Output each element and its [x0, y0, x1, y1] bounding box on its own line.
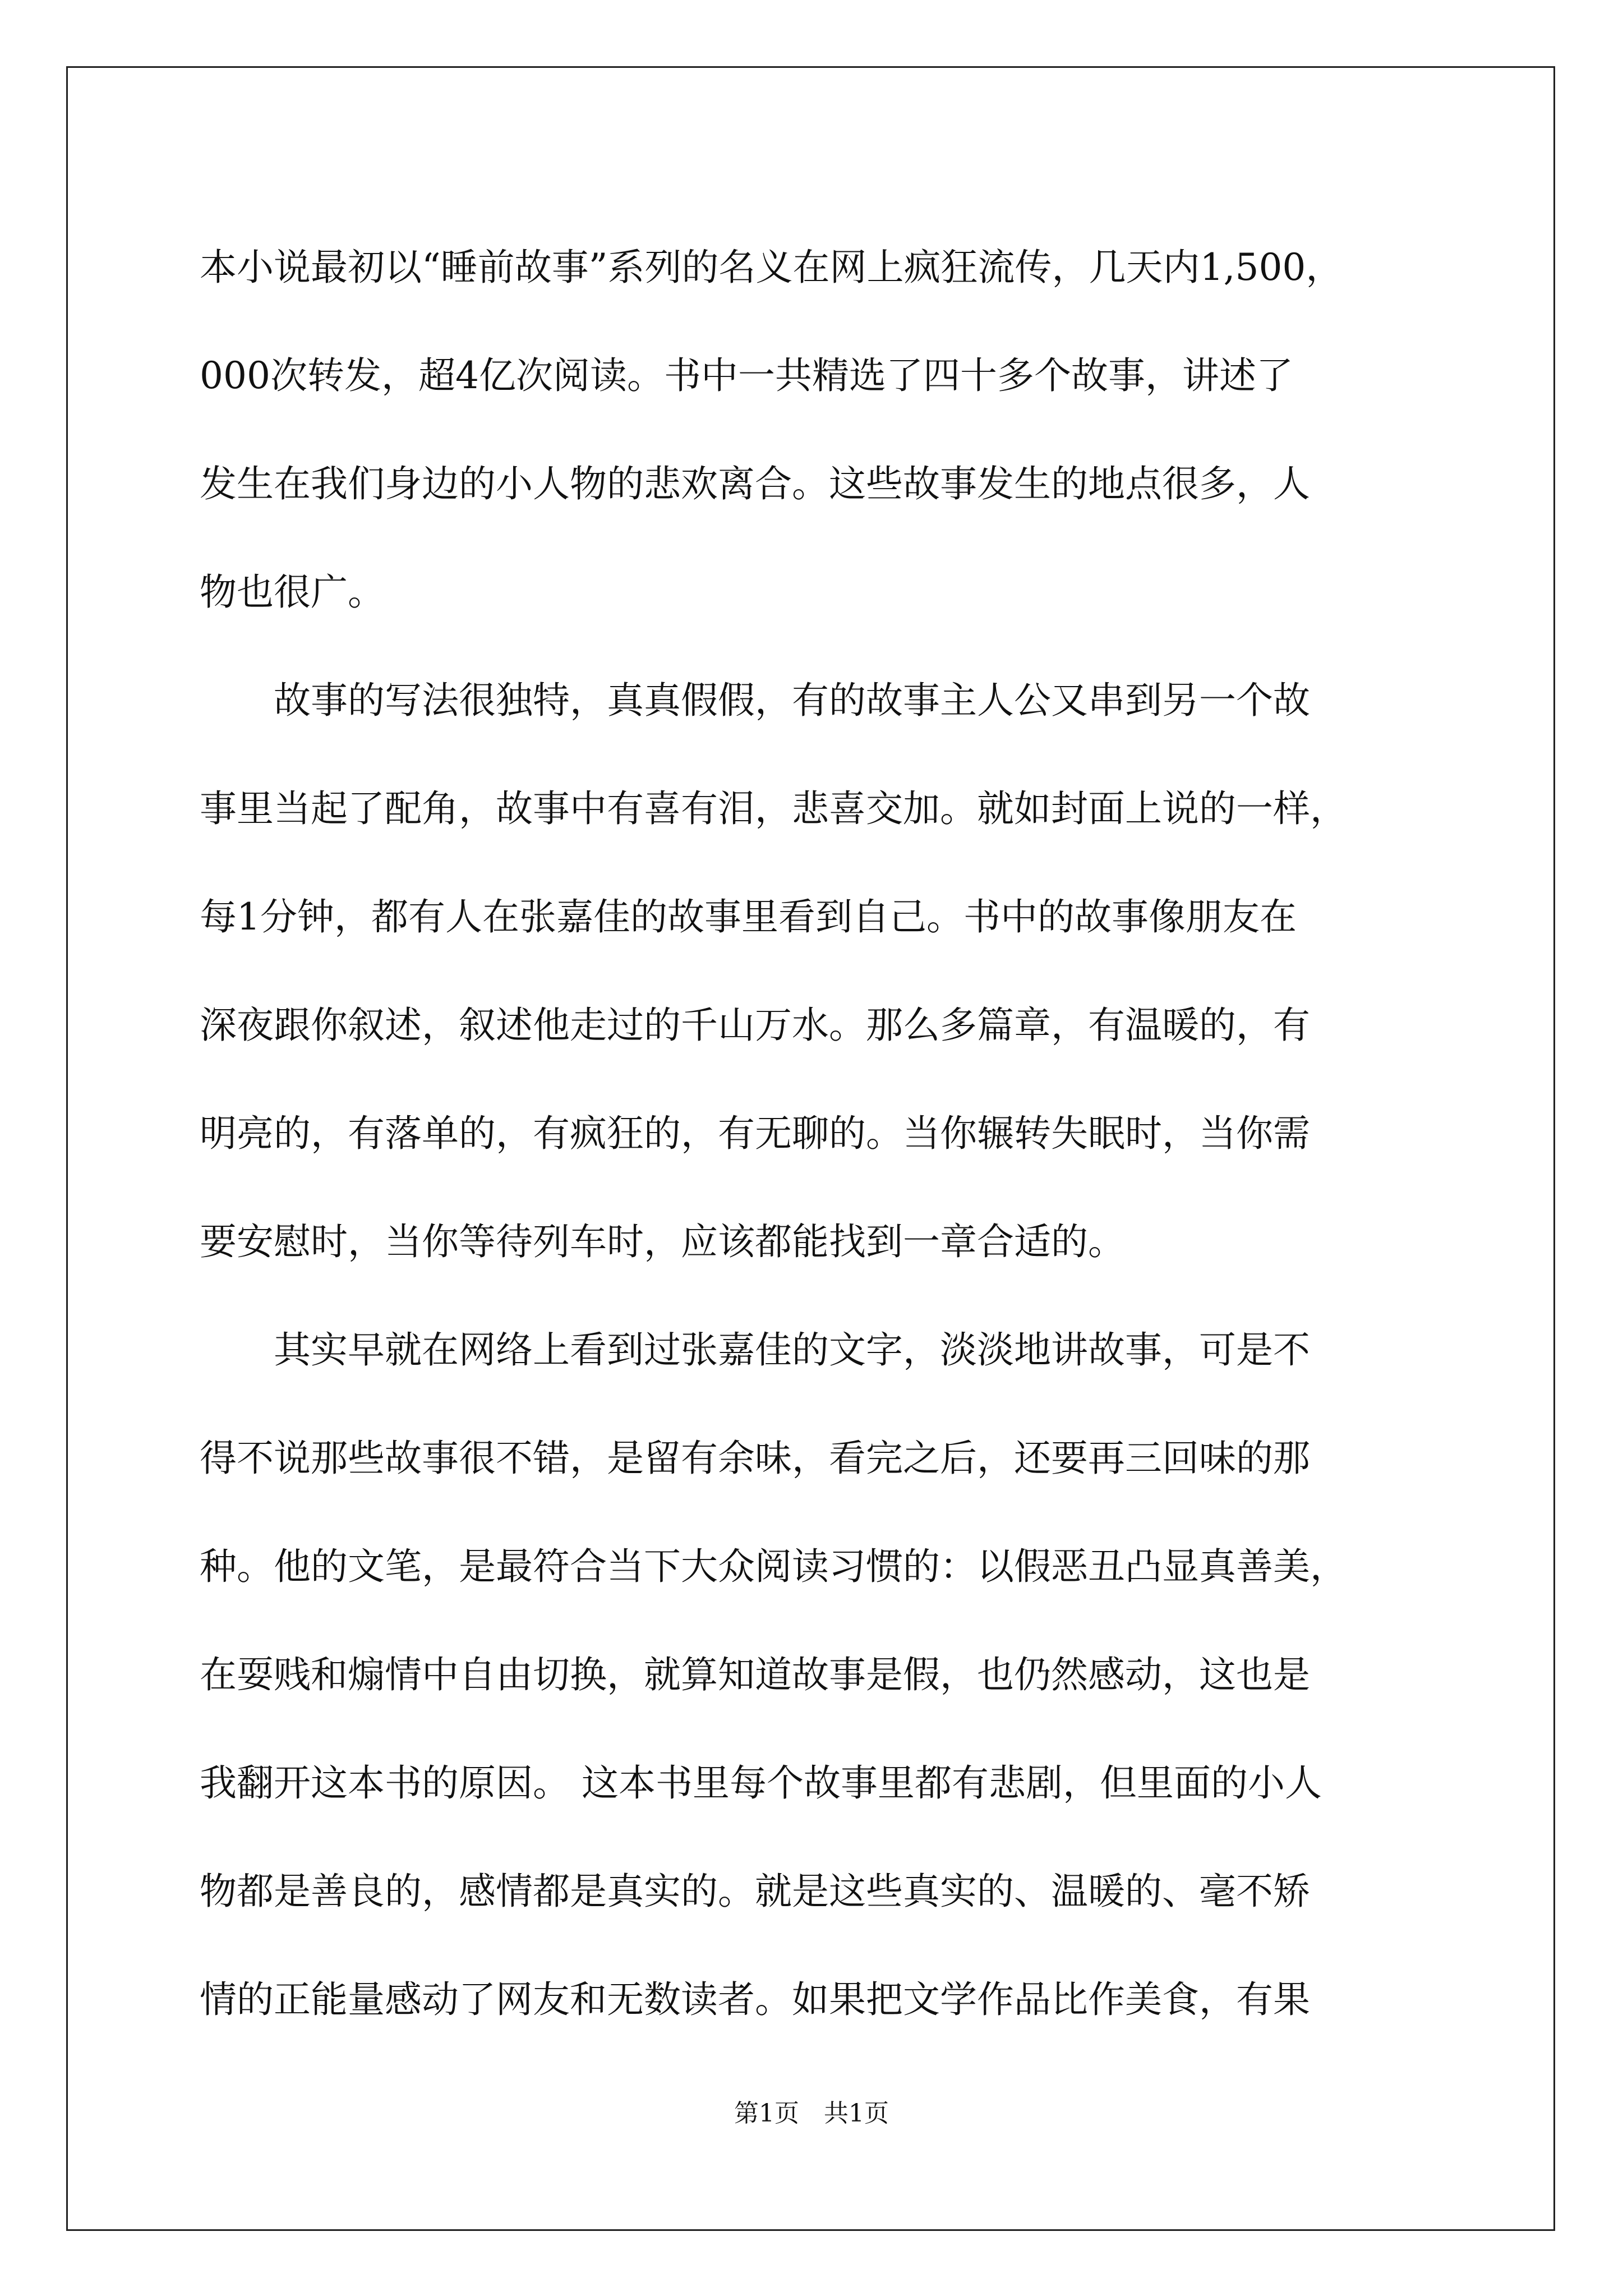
- text-line: 本小说最初以“睡前故事”系列的名义在网上疯狂流传，几天内1,500，: [200, 246, 1343, 289]
- text-line: 每1分钟，都有人在张嘉佳的故事里看到自己。书中的故事像朋友在: [200, 895, 1297, 938]
- page-footer: 第1页 共1页: [734, 2099, 889, 2128]
- text-line: 要安慰时，当你等待列车时，应该都能找到一章合适的。: [200, 1220, 1125, 1263]
- text-line: 故事的写法很独特，真真假假，有的故事主人公又串到另一个故: [200, 679, 1310, 722]
- text-line: 我翻开这本书的原因。 这本书里每个故事里都有悲剧，但里面的小人: [200, 1761, 1322, 1805]
- document-body: [200, 213, 1425, 2054]
- text-line: 情的正能量感动了网友和无数读者。如果把文学作品比作美食，有果: [200, 1978, 1310, 2021]
- text-line: 000次转发，超4亿次阅读。书中一共精选了四十多个故事，讲述了: [200, 354, 1293, 397]
- text-line: 明亮的，有落单的，有疯狂的，有无聊的。当你辗转失眠时，当你需: [200, 1112, 1310, 1155]
- text-line: 物也很广。: [200, 570, 385, 614]
- text-line: 事里当起了配角，故事中有喜有泪，悲喜交加。就如封面上说的一样，: [200, 787, 1347, 830]
- text-line: 深夜跟你叙述，叙述他走过的千山万水。那么多篇章，有温暖的，有: [200, 1004, 1310, 1047]
- text-line: 种。他的文笔，是最符合当下大众阅读习惯的：以假恶丑凸显真善美，: [200, 1545, 1347, 1588]
- text-line: 物都是善良的，感情都是真实的。就是这些真实的、温暖的、毫不矫: [200, 1870, 1310, 1913]
- text-line: 发生在我们身边的小人物的悲欢离合。这些故事发生的地点很多，人: [200, 462, 1310, 505]
- text-line: 在耍贱和煽情中自由切换，就算知道故事是假，也仍然感动，这也是: [200, 1653, 1310, 1696]
- text-line: 其实早就在网络上看到过张嘉佳的文字，淡淡地讲故事，可是不: [200, 1328, 1310, 1372]
- text-line: 得不说那些故事很不错，是留有余味，看完之后，还要再三回味的那: [200, 1437, 1310, 1480]
